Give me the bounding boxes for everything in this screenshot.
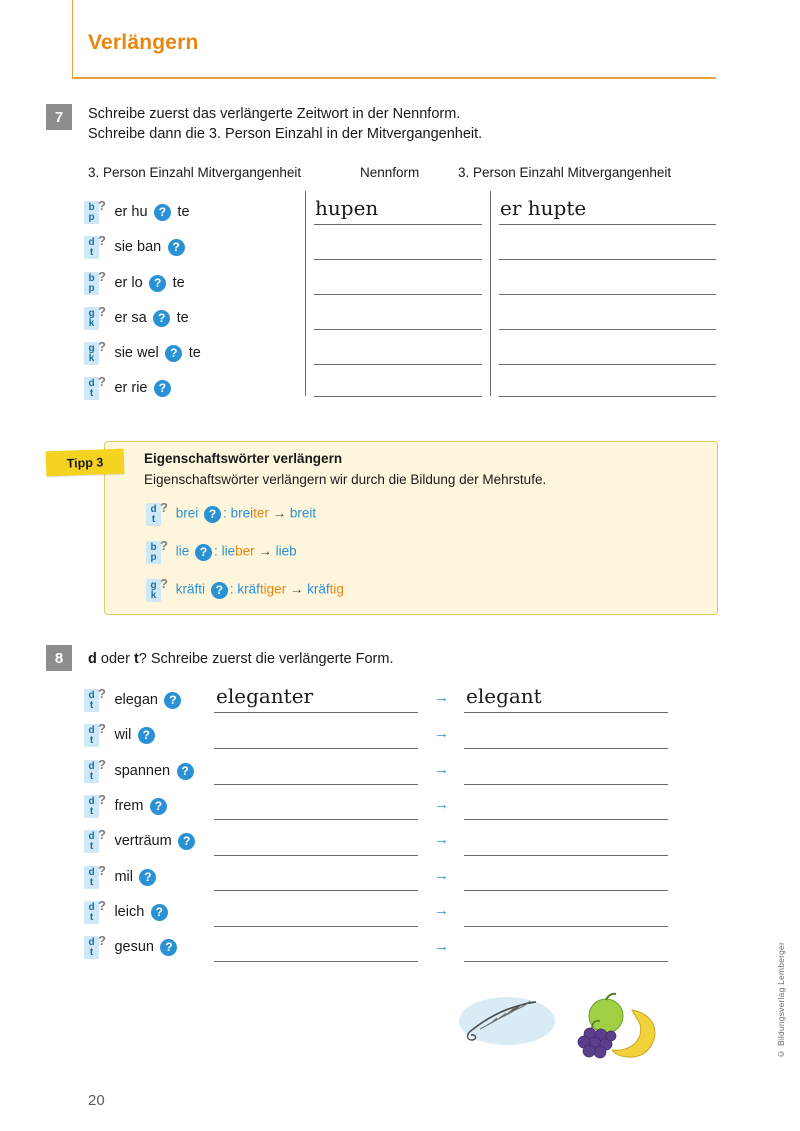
blank-marker-icon: ?	[177, 763, 194, 780]
exercise-8-instruction	[88, 649, 688, 669]
arrow-icon: →	[434, 725, 449, 742]
tipp-example-long-pre: lie	[221, 543, 236, 559]
exercise-8-instruction-rest: ? Schreibe zuerst die verlängerte Form.	[138, 651, 394, 667]
arrow-icon: →	[258, 543, 272, 559]
page-number: 20	[88, 1092, 105, 1109]
exercise-7-mitverg-line-5[interactable]	[499, 396, 716, 397]
row-word: leich	[114, 904, 145, 920]
letter-pair-token	[84, 792, 110, 820]
blank-marker-icon: ?	[195, 544, 212, 561]
arrow-icon: →	[434, 867, 449, 884]
token-letter-top: d	[88, 378, 95, 389]
exercise-8-row-1-prompt	[84, 721, 157, 749]
token-letter-bottom: p	[150, 552, 157, 563]
token-letter-bottom: t	[151, 514, 156, 525]
exercise-8-short-line-4[interactable]	[464, 855, 668, 856]
token-letter-bottom: k	[88, 318, 95, 329]
letter-pair-token	[146, 576, 172, 604]
token-letter-top: d	[88, 761, 95, 772]
question-mark-icon: ?	[98, 198, 106, 213]
exercise-8-long-line-1[interactable]	[214, 748, 418, 749]
token-letter-top: g	[88, 308, 95, 319]
blank-marker-icon: ?	[154, 204, 171, 221]
tipp-example-0	[146, 500, 316, 528]
row-text-pre: er hu	[114, 204, 148, 220]
exercise-8-long-line-3[interactable]	[214, 819, 418, 820]
exercise-8-instruction-bold-d: d	[88, 651, 97, 667]
tipp-example-long-suffix: ber	[235, 543, 255, 559]
letter-pair-token	[84, 863, 110, 891]
question-mark-icon: ?	[98, 233, 106, 248]
blank-marker-icon: ?	[153, 310, 170, 327]
exercise-8-row-3-prompt	[84, 792, 169, 820]
token-letter-top: d	[88, 831, 95, 842]
token-letter-top: d	[88, 902, 95, 913]
letter-pair-token	[84, 269, 110, 297]
feather-illustration	[452, 988, 562, 1050]
exercise-8-instruction-mid: oder	[96, 651, 134, 667]
tipp-subtitle: Eigenschaftswörter verlängern wir durch die Bildung der Mehrstufe.	[144, 472, 547, 487]
letter-pair-token	[84, 686, 110, 714]
question-mark-icon: ?	[98, 304, 106, 319]
letter-pair-token	[146, 500, 172, 528]
token-letter-bottom: t	[89, 947, 94, 958]
arrow-icon: →	[434, 689, 449, 706]
row-text-post: te	[172, 275, 185, 291]
letter-pair-token	[84, 757, 110, 785]
exercise-7-mitverg-line-0[interactable]	[499, 224, 716, 225]
question-mark-icon: ?	[98, 933, 106, 948]
letter-pair-token	[84, 933, 110, 961]
question-mark-icon: ?	[98, 792, 106, 807]
exercise-7-col-header-2: 3. Person Einzahl Mitvergangenheit	[458, 165, 672, 180]
exercise-7-nennform-line-5[interactable]	[314, 396, 482, 397]
letter-pair-token	[84, 233, 110, 261]
exercise-8-short-line-7[interactable]	[464, 961, 668, 962]
token-letter-bottom: t	[89, 877, 94, 888]
row-word: wil	[114, 727, 132, 743]
question-mark-icon: ?	[160, 538, 168, 553]
tipp-example-stem: brei	[175, 505, 199, 521]
blank-marker-icon: ?	[204, 506, 221, 523]
exercise-8-short-line-6[interactable]	[464, 926, 668, 927]
tipp-example-short-suffix: tig	[329, 581, 344, 597]
token-letter-bottom: t	[89, 806, 94, 817]
tipp-example-long-pre: brei	[230, 505, 254, 521]
arrow-icon: →	[289, 581, 304, 597]
row-word: verträum	[114, 833, 172, 849]
exercise-7-nennform-line-1[interactable]	[314, 259, 482, 260]
tipp-example-colon: :	[214, 543, 218, 559]
tipp-example-long-suffix: tiger	[259, 581, 287, 597]
question-mark-icon: ?	[98, 827, 106, 842]
token-letter-bottom: t	[89, 771, 94, 782]
question-mark-icon: ?	[98, 898, 106, 913]
exercise-8-short-line-3[interactable]	[464, 819, 668, 820]
exercise-8-long-line-0[interactable]	[214, 712, 418, 713]
exercise-7-divider-2	[490, 191, 491, 396]
exercise-7-mitverg-line-4[interactable]	[499, 364, 716, 365]
token-letter-top: b	[88, 202, 95, 213]
row-text-pre: sie wel	[114, 345, 159, 361]
token-letter-top: d	[88, 725, 95, 736]
exercise-7-col-header-0: 3. Person Einzahl Mitvergangenheit	[88, 165, 302, 180]
exercise-7-mitverg-answer-0[interactable]: er hupte	[500, 196, 587, 220]
exercise-7-nennform-line-3[interactable]	[314, 329, 482, 330]
blank-marker-icon: ?	[138, 727, 155, 744]
token-letter-bottom: t	[89, 700, 94, 711]
row-word: spannen	[114, 763, 171, 779]
row-word: frem	[114, 798, 144, 814]
tipp-title: Eigenschaftswörter verlängern	[144, 451, 343, 466]
exercise-8-long-line-7[interactable]	[214, 961, 418, 962]
token-letter-top: d	[88, 937, 95, 948]
exercise-7-divider-1	[305, 191, 306, 396]
exercise-8-long-answer-0[interactable]: eleganter	[216, 684, 314, 708]
token-letter-bottom: t	[89, 841, 94, 852]
exercise-7-nennform-line-0[interactable]	[314, 224, 482, 225]
arrow-icon: →	[434, 831, 449, 848]
token-letter-top: b	[150, 542, 157, 553]
tipp-example-short: breit	[289, 505, 317, 521]
exercise-7-nennform-line-4[interactable]	[314, 364, 482, 365]
arrow-icon: →	[272, 505, 287, 521]
exercise-8-short-line-0[interactable]	[464, 712, 668, 713]
tipp-example-short: lieb	[275, 543, 297, 559]
row-text-pre: er lo	[114, 275, 143, 291]
exercise-8-short-line-2[interactable]	[464, 784, 668, 785]
header-left-rule	[72, 0, 73, 78]
exercise-8-long-line-6[interactable]	[214, 926, 418, 927]
tipp-example-stem: kräfti	[175, 581, 206, 597]
arrow-icon: →	[434, 796, 449, 813]
row-text-post: te	[176, 310, 189, 326]
blank-marker-icon: ?	[168, 239, 185, 256]
exercise-7-nennform-line-2[interactable]	[314, 294, 482, 295]
question-mark-icon: ?	[98, 374, 106, 389]
blank-marker-icon: ?	[151, 904, 168, 921]
arrow-icon: →	[434, 761, 449, 778]
question-mark-icon: ?	[98, 757, 106, 772]
row-text-pre: er sa	[114, 310, 147, 326]
exercise-8-row-6-prompt	[84, 898, 170, 926]
blank-marker-icon: ?	[164, 692, 181, 709]
blank-marker-icon: ?	[160, 939, 177, 956]
tipp-example-2	[146, 576, 344, 604]
exercise-number-7: 7	[46, 104, 72, 130]
blank-marker-icon: ?	[139, 869, 156, 886]
blank-marker-icon: ?	[149, 275, 166, 292]
exercise-8-row-4-prompt	[84, 827, 197, 855]
token-letter-bottom: k	[150, 590, 157, 601]
exercise-7-instruction-line1: Schreibe zuerst das verlängerte Zeitwort in der Nennform.	[88, 106, 461, 122]
question-mark-icon: ?	[98, 721, 106, 736]
token-letter-top: b	[88, 273, 95, 284]
question-mark-icon: ?	[160, 576, 168, 591]
letter-pair-token	[146, 538, 172, 566]
letter-pair-token	[84, 198, 110, 226]
token-letter-bottom: k	[88, 353, 95, 364]
exercise-number-8: 8	[46, 645, 72, 671]
exercise-7-col-header-1: Nennform	[360, 165, 420, 180]
letter-pair-token	[84, 827, 110, 855]
question-mark-icon: ?	[98, 863, 106, 878]
token-letter-top: d	[150, 504, 157, 515]
blank-marker-icon: ?	[150, 798, 167, 815]
token-letter-bottom: t	[89, 388, 94, 399]
exercise-7-row-2-prompt	[84, 269, 185, 297]
exercise-8-short-line-1[interactable]	[464, 748, 668, 749]
exercise-8-row-0-prompt	[84, 686, 183, 714]
token-letter-top: d	[88, 867, 95, 878]
row-word: gesun	[114, 939, 154, 955]
page-title: Verlängern	[88, 31, 199, 54]
question-mark-icon: ?	[98, 686, 106, 701]
exercise-7-mitverg-line-1[interactable]	[499, 259, 716, 260]
token-letter-top: d	[88, 690, 95, 701]
blank-marker-icon: ?	[165, 345, 182, 362]
exercise-8-short-line-5[interactable]	[464, 890, 668, 891]
question-mark-icon: ?	[98, 339, 106, 354]
row-text-post: te	[177, 204, 190, 220]
fruit-illustration	[570, 990, 668, 1062]
letter-pair-token	[84, 304, 110, 332]
exercise-8-row-2-prompt	[84, 757, 196, 785]
tipp-example-colon: :	[223, 505, 227, 521]
letter-pair-token	[84, 339, 110, 367]
tipp-example-colon: :	[229, 581, 234, 597]
token-letter-top: g	[150, 580, 157, 591]
token-letter-bottom: p	[88, 212, 95, 223]
tipp-example-short-pre: kräf	[307, 581, 330, 597]
copyright-notice: © Bildungsverlag Lemberger	[776, 942, 786, 1059]
arrow-icon: →	[434, 902, 449, 919]
exercise-7-mitverg-line-2[interactable]	[499, 294, 716, 295]
exercise-8-short-answer-0[interactable]: elegant	[466, 684, 542, 708]
token-letter-top: d	[88, 237, 95, 248]
exercise-7-row-0-prompt	[84, 198, 190, 226]
token-letter-bottom: t	[89, 912, 94, 923]
token-letter-top: d	[88, 796, 95, 807]
arrow-icon: →	[434, 938, 449, 955]
blank-marker-icon: ?	[154, 380, 171, 397]
row-word: elegan	[114, 692, 158, 708]
exercise-8-row-7-prompt	[84, 933, 179, 961]
row-text-post: te	[188, 345, 201, 361]
token-letter-bottom: t	[89, 735, 94, 746]
letter-pair-token	[84, 374, 110, 402]
exercise-7-row-4-prompt	[84, 339, 201, 367]
exercise-7-row-3-prompt	[84, 304, 189, 332]
blank-marker-icon: ?	[211, 582, 228, 599]
header-bottom-rule	[72, 77, 716, 79]
question-mark-icon: ?	[98, 269, 106, 284]
question-mark-icon: ?	[160, 500, 168, 515]
blank-marker-icon: ?	[178, 833, 195, 850]
row-word: mil	[114, 869, 133, 885]
exercise-7-row-5-prompt	[84, 374, 173, 402]
token-letter-bottom: p	[88, 283, 95, 294]
exercise-7-instruction	[88, 104, 688, 144]
exercise-8-instruction-bold-t: t	[133, 651, 139, 667]
exercise-7-instruction-line2: Schreibe dann die 3. Person Einzahl in der Mitvergangenheit.	[88, 126, 483, 142]
exercise-8-long-line-5[interactable]	[214, 890, 418, 891]
exercise-8-long-line-2[interactable]	[214, 784, 418, 785]
letter-pair-token	[84, 898, 110, 926]
exercise-7-mitverg-line-3[interactable]	[499, 329, 716, 330]
token-letter-top: g	[88, 343, 95, 354]
token-letter-bottom: t	[89, 247, 94, 258]
exercise-8-long-line-4[interactable]	[214, 855, 418, 856]
row-text-pre: sie ban	[114, 239, 162, 255]
tipp-example-long-pre: kräf	[237, 581, 260, 597]
tipp-example-1	[146, 538, 297, 566]
tipp-flag-badge: Tipp 3	[46, 449, 125, 477]
exercise-7-row-1-prompt	[84, 233, 187, 261]
tipp-example-stem: lie	[175, 543, 190, 559]
exercise-7-nennform-answer-0[interactable]: hupen	[315, 196, 379, 220]
tipp-example-long-suffix: ter	[253, 505, 269, 521]
letter-pair-token	[84, 721, 110, 749]
row-text-pre: er rie	[114, 380, 148, 396]
exercise-8-row-5-prompt	[84, 863, 158, 891]
